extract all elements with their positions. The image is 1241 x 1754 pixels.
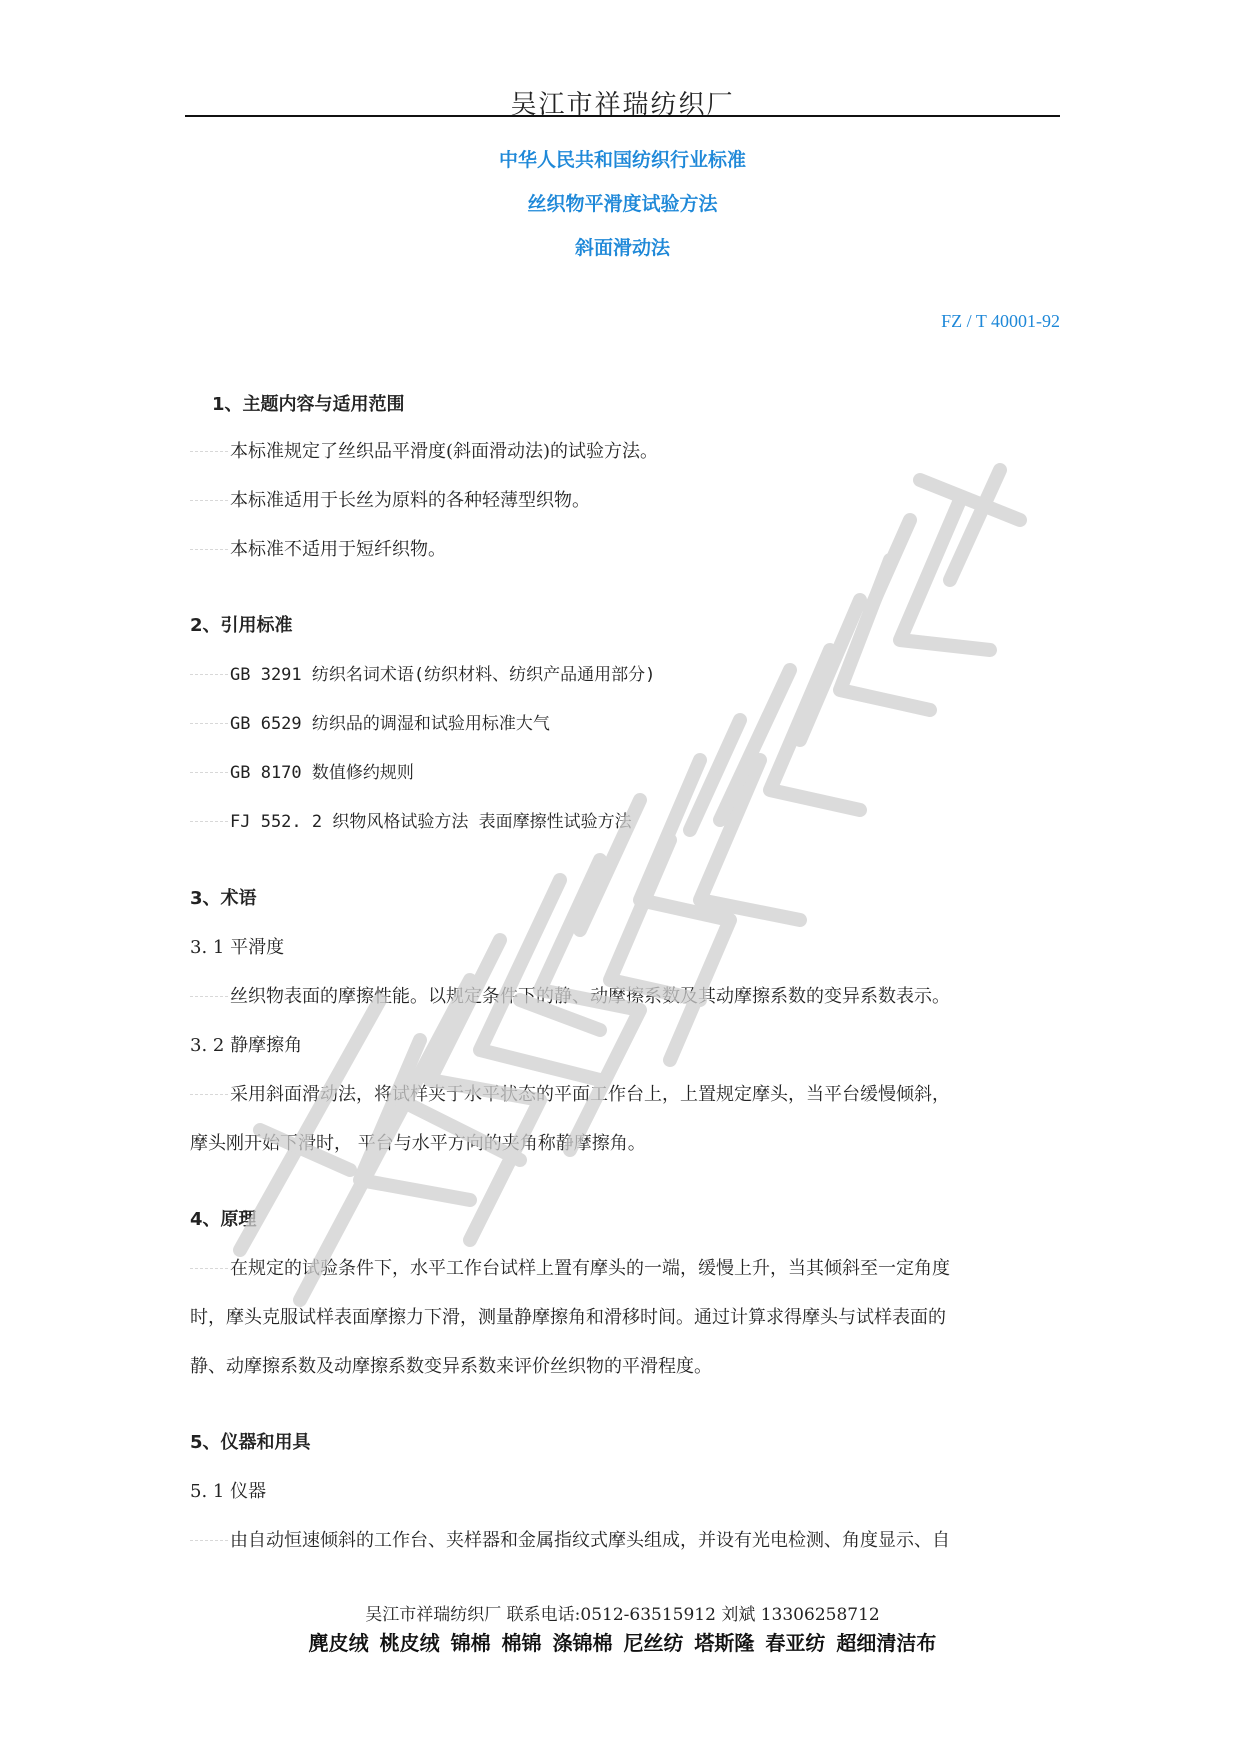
section-4-paragraph: 在规定的试验条件下，水平工作台试样上置有摩头的一端，缓慢上升，当其倾斜至一定角度	[190, 1254, 1060, 1280]
subsection-3-2-heading: 3. 2 静摩擦角	[190, 1035, 303, 1056]
section-3-heading: 3、术语	[190, 888, 257, 909]
subsection-3-1-heading: 3. 1 平滑度	[190, 937, 285, 958]
document-subtitle: 斜面滑动法	[574, 237, 670, 259]
footer-contact: 吴江市祥瑞纺织厂 联系电话:0512-63515912 刘斌 13306258712	[365, 1605, 880, 1625]
reference-item: GB 8170 数值修约规则	[190, 758, 1060, 783]
section-1-heading: 1、主题内容与适用范围	[212, 394, 405, 415]
section-4-paragraph: 静、动摩擦系数及动摩擦系数变异系数来评价丝织物的平滑程度。	[190, 1356, 712, 1377]
section-5-paragraph: 由自动恒速倾斜的工作台、夹样器和金属指纹式摩头组成，并设有光电检测、角度显示、自	[190, 1526, 1060, 1552]
footer-products: 麂皮绒 桃皮绒 锦棉 棉锦 涤锦棉 尼丝纺 塔斯隆 春亚纺 超细清洁布	[308, 1631, 937, 1655]
section-2-heading: 2、引用标准	[190, 615, 293, 636]
header-divider	[185, 115, 1060, 117]
document-title: 丝织物平滑度试验方法	[527, 193, 718, 215]
subsection-5-1-heading: 5. 1 仪器	[190, 1481, 267, 1502]
section-3-paragraph: 采用斜面滑动法，将试样夹于水平状态的平面工作台上，上置规定摩头，当平台缓慢倾斜，	[190, 1080, 1060, 1106]
header-company-name: 吴江市祥瑞纺织厂	[510, 90, 735, 120]
section-4-paragraph: 时，摩头克服试样表面摩擦力下滑，测量静摩擦角和滑移时间。通过计算求得摩头与试样表面的	[190, 1307, 946, 1328]
section-4-heading: 4、原理	[190, 1209, 257, 1230]
standard-category-title: 中华人民共和国纺织行业标准	[498, 149, 746, 171]
reference-item: GB 6529 纺织品的调湿和试验用标准大气	[190, 709, 1060, 734]
section-1-paragraph: 本标准不适用于短纤织物。	[190, 535, 1060, 561]
reference-item: FJ 552. 2 织物风格试验方法 表面摩擦性试验方法	[190, 807, 1060, 832]
section-3-paragraph: 摩头刚开始下滑时， 平台与水平方向的夹角称静摩擦角。	[190, 1133, 646, 1154]
section-3-paragraph: 丝织物表面的摩擦性能。以规定条件下的静、动摩擦系数及其动摩擦系数的变异系数表示。	[190, 982, 1060, 1008]
section-5-heading: 5、仪器和用具	[190, 1432, 311, 1453]
reference-item: GB 3291 纺织名词术语(纺织材料、纺织产品通用部分)	[190, 660, 1060, 685]
section-1-paragraph: 本标准规定了丝织品平滑度(斜面滑动法)的试验方法。	[190, 437, 1060, 463]
standard-number: FZ / T 40001-92	[941, 311, 1060, 331]
section-1-paragraph: 本标准适用于长丝为原料的各种轻薄型织物。	[190, 486, 1060, 512]
